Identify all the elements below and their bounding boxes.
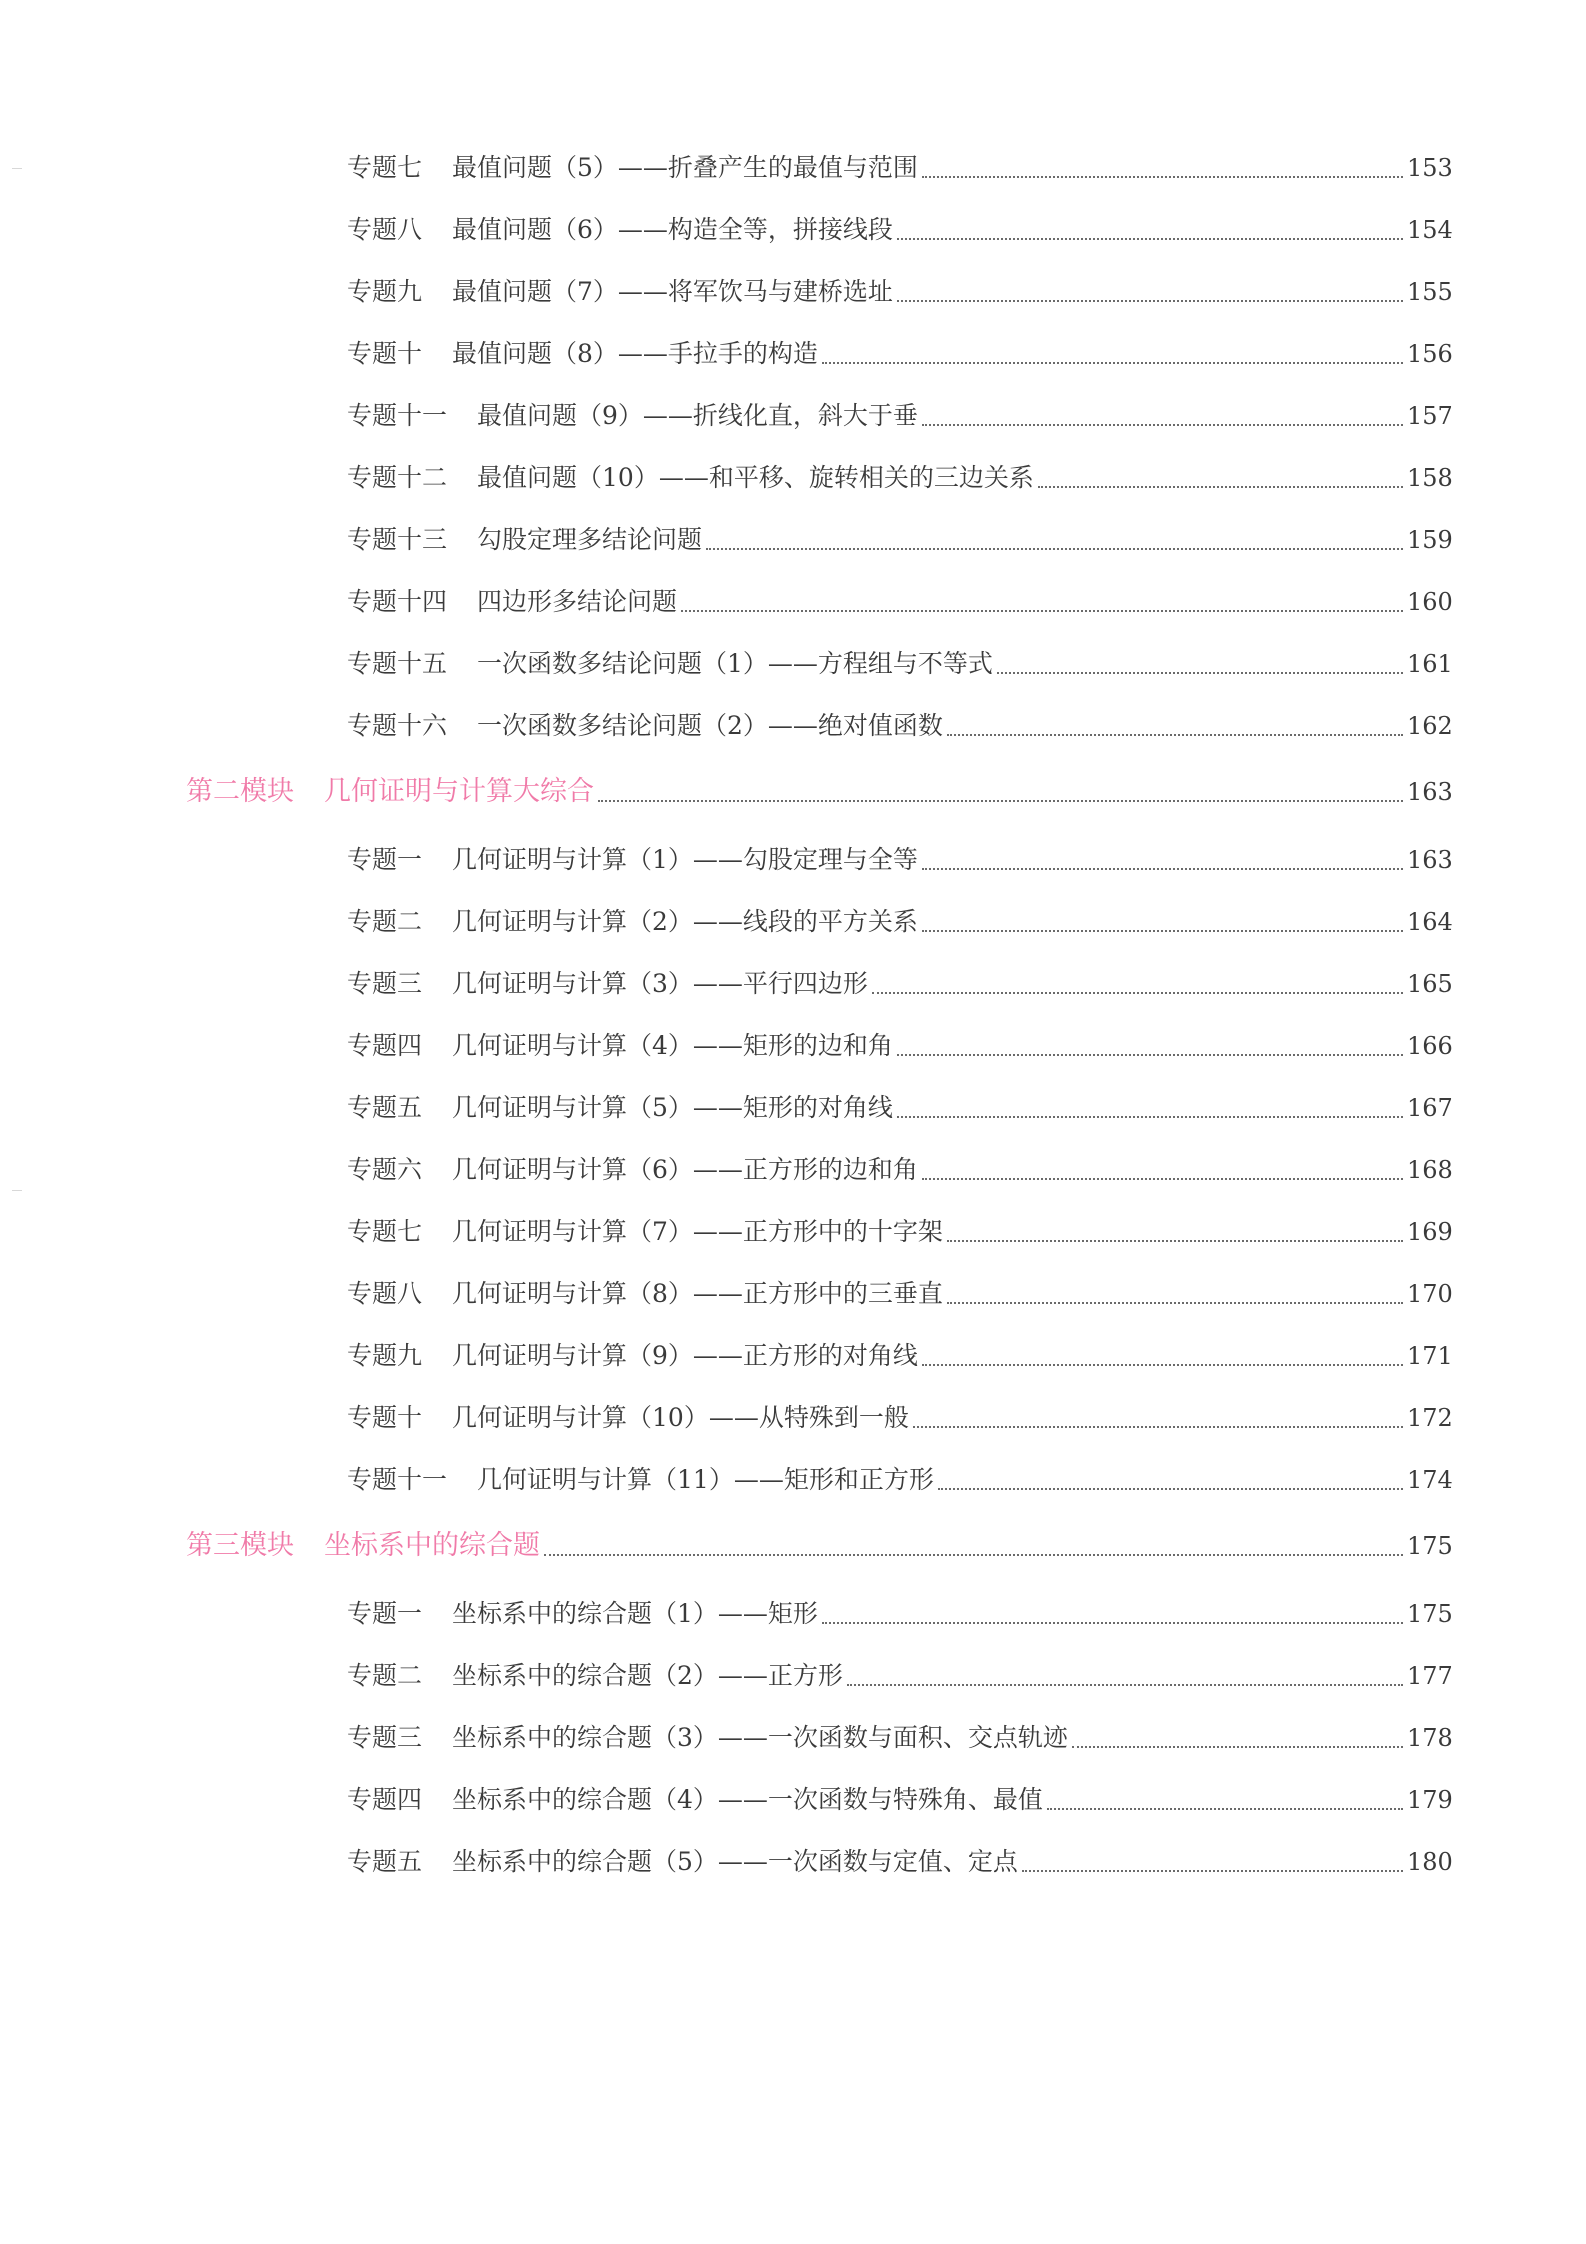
toc-entry-number: 专题四: [347, 1031, 423, 1060]
toc-entry-title: 最值问题（5）——折叠产生的最值与范围: [452, 153, 918, 182]
toc-entry-number: 专题二: [347, 1661, 423, 1690]
toc-entry-title: 几何证明与计算（4）——矩形的边和角: [452, 1031, 893, 1060]
toc-page-number: 168: [1407, 1156, 1453, 1184]
toc-entry-label: [347, 1460, 934, 1500]
toc-entry-label: [186, 772, 594, 812]
dot-leader: [822, 1622, 1403, 1624]
toc-entry-number: 专题三: [347, 1723, 423, 1752]
toc-entry-row[interactable]: [347, 520, 1451, 560]
toc-page-number: 157: [1407, 402, 1453, 430]
toc-entry-title: 坐标系中的综合题: [324, 1530, 540, 1561]
toc-entry-row[interactable]: [347, 840, 1451, 880]
toc-page-number: 166: [1407, 1032, 1453, 1060]
toc-page-number: 160: [1407, 588, 1453, 616]
toc-entry-label: [347, 1336, 918, 1376]
dot-leader: [922, 868, 1403, 870]
toc-entry-row[interactable]: [347, 706, 1451, 746]
toc-entry-number: 专题七: [347, 153, 423, 182]
margin-tick: [12, 1190, 22, 1191]
dot-leader: [598, 800, 1403, 802]
toc-entry-title: 几何证明与计算（9）——正方形的对角线: [452, 1341, 918, 1370]
toc-entry-label: [347, 396, 918, 436]
toc-entry-title: 坐标系中的综合题（4）——一次函数与特殊角、最值: [452, 1785, 1043, 1814]
toc-entry-row[interactable]: [347, 458, 1451, 498]
toc-entry-label: [347, 1212, 943, 1252]
toc-entry-row[interactable]: [347, 1150, 1451, 1190]
toc-entry-label: [347, 1780, 1043, 1820]
toc-entry-row[interactable]: [347, 148, 1451, 188]
toc-entry-number: 专题十六: [347, 711, 448, 740]
toc-entry-row[interactable]: [347, 1398, 1451, 1438]
dot-leader: [913, 1426, 1403, 1428]
dot-leader: [1038, 486, 1403, 488]
toc-entry-title: 最值问题（7）——将军饮马与建桥选址: [452, 277, 893, 306]
dot-leader: [922, 930, 1403, 932]
toc-entry-title: 几何证明与计算（3）——平行四边形: [452, 969, 868, 998]
toc-entry-number: 专题五: [347, 1847, 423, 1876]
toc-entry-label: [347, 840, 918, 880]
dot-leader: [897, 1116, 1403, 1118]
dot-leader: [947, 1302, 1403, 1304]
toc-entry-label: [347, 1026, 893, 1066]
toc-page-number: 156: [1407, 340, 1453, 368]
toc-entry-row[interactable]: [347, 964, 1451, 1004]
toc-entry-title: 最值问题（9）——折线化直，斜大于垂: [477, 401, 918, 430]
toc-entry-row[interactable]: [347, 1212, 1451, 1252]
toc-page-number: 170: [1407, 1280, 1453, 1308]
toc-entry-number: 专题十一: [347, 1465, 448, 1494]
toc-page-number: 177: [1407, 1662, 1453, 1690]
toc-page-number: 175: [1407, 1600, 1453, 1628]
toc-entry-title: 最值问题（10）——和平移、旋转相关的三边关系: [477, 463, 1034, 492]
toc-page-number: 165: [1407, 970, 1453, 998]
toc-entry-label: [347, 1594, 818, 1634]
toc-entry-row[interactable]: [347, 334, 1451, 374]
toc-entry-number: 专题十: [347, 1403, 423, 1432]
toc-entry-label: [347, 1274, 943, 1314]
toc-entry-number: 专题八: [347, 215, 423, 244]
dot-leader: [922, 1178, 1403, 1180]
toc-entry-number: 专题一: [347, 1599, 423, 1628]
toc-entry-title: 最值问题（6）——构造全等，拼接线段: [452, 215, 893, 244]
toc-page-number: 155: [1407, 278, 1453, 306]
toc-entry-label: [347, 334, 818, 374]
toc-entry-label: [347, 272, 893, 312]
toc-entry-number: 专题十三: [347, 525, 448, 554]
toc-entry-number: 专题三: [347, 969, 423, 998]
toc-entry-label: [347, 1150, 918, 1190]
toc-entry-number: 第三模块: [186, 1530, 294, 1561]
toc-entry-row[interactable]: [347, 1088, 1451, 1128]
toc-entry-row[interactable]: [347, 1780, 1451, 1820]
dot-leader: [544, 1554, 1403, 1556]
toc-entry-number: 专题一: [347, 845, 423, 874]
dot-leader: [997, 672, 1403, 674]
toc-page-number: 169: [1407, 1218, 1453, 1246]
toc-entry-number: 专题九: [347, 277, 423, 306]
toc-entry-number: 专题十: [347, 339, 423, 368]
toc-entry-label: [347, 644, 993, 684]
dot-leader: [897, 1054, 1403, 1056]
toc-entry-title: 几何证明与计算（8）——正方形中的三垂直: [452, 1279, 943, 1308]
toc-page-number: 174: [1407, 1466, 1453, 1494]
toc-entry-label: [347, 706, 943, 746]
toc-entry-row[interactable]: [347, 1718, 1451, 1758]
toc-entry-row[interactable]: [347, 272, 1451, 312]
dot-leader: [1047, 1808, 1403, 1810]
toc-entry-row[interactable]: [347, 1656, 1451, 1696]
toc-entry-label: [347, 520, 702, 560]
dot-leader: [706, 548, 1403, 550]
toc-entry-row[interactable]: [347, 1026, 1451, 1066]
toc-entry-label: [347, 148, 918, 188]
toc-page-number: 158: [1407, 464, 1453, 492]
toc-entry-title: 几何证明与计算（7）——正方形中的十字架: [452, 1217, 943, 1246]
toc-page-number: 180: [1407, 1848, 1453, 1876]
toc-entry-row[interactable]: [347, 1274, 1451, 1314]
toc-entry-label: [347, 1718, 1068, 1758]
toc-entry-title: 几何证明与计算（2）——线段的平方关系: [452, 907, 918, 936]
margin-tick: [12, 168, 22, 169]
toc-page-number: 159: [1407, 526, 1453, 554]
toc-entry-label: [347, 902, 918, 942]
toc-entry-label: [347, 1088, 893, 1128]
dot-leader: [681, 610, 1403, 612]
toc-entry-number: 专题十四: [347, 587, 448, 616]
toc-entry-number: 专题十五: [347, 649, 448, 678]
toc-entry-title: 几何证明与计算（6）——正方形的边和角: [452, 1155, 918, 1184]
dot-leader: [872, 992, 1403, 994]
toc-page-number: 164: [1407, 908, 1453, 936]
toc-entry-row[interactable]: [347, 902, 1451, 942]
toc-page-number: 179: [1407, 1786, 1453, 1814]
toc-module-row[interactable]: [186, 1526, 1451, 1566]
toc-entry-row[interactable]: [347, 582, 1451, 622]
toc-page-number: 163: [1407, 846, 1453, 874]
toc-page-number: 167: [1407, 1094, 1453, 1122]
toc-entry-number: 专题六: [347, 1155, 423, 1184]
dot-leader: [938, 1488, 1403, 1490]
toc-page-number: 162: [1407, 712, 1453, 740]
toc-entry-title: 几何证明与计算（10）——从特殊到一般: [452, 1403, 909, 1432]
toc-entry-number: 第二模块: [186, 776, 294, 807]
dot-leader: [1022, 1870, 1403, 1872]
toc-entry-title: 坐标系中的综合题（3）——一次函数与面积、交点轨迹: [452, 1723, 1068, 1752]
toc-entry-row[interactable]: [347, 210, 1451, 250]
toc-entry-title: 一次函数多结论问题（2）——绝对值函数: [477, 711, 943, 740]
toc-entry-label: [347, 964, 868, 1004]
toc-entry-row[interactable]: [347, 396, 1451, 436]
dot-leader: [922, 176, 1403, 178]
toc-entry-row[interactable]: [347, 1336, 1451, 1376]
toc-entry-number: 专题七: [347, 1217, 423, 1246]
toc-entry-number: 专题八: [347, 1279, 423, 1308]
toc-entry-row[interactable]: [347, 1594, 1451, 1634]
dot-leader: [922, 424, 1403, 426]
toc-page-number: 172: [1407, 1404, 1453, 1432]
toc-entry-number: 专题二: [347, 907, 423, 936]
toc-entry-title: 几何证明与计算大综合: [324, 776, 594, 807]
toc-page-number: 154: [1407, 216, 1453, 244]
dot-leader: [947, 734, 1403, 736]
toc-entry-number: 专题五: [347, 1093, 423, 1122]
toc-entry-label: [347, 458, 1034, 498]
toc-entry-row[interactable]: [347, 1460, 1451, 1500]
toc-entry-title: 几何证明与计算（11）——矩形和正方形: [477, 1465, 934, 1494]
toc-entry-title: 一次函数多结论问题（1）——方程组与不等式: [477, 649, 993, 678]
toc-entry-row[interactable]: [347, 1842, 1451, 1882]
toc-entry-label: [347, 1842, 1018, 1882]
toc-entry-title: 坐标系中的综合题（5）——一次函数与定值、定点: [452, 1847, 1018, 1876]
dot-leader: [1072, 1746, 1403, 1748]
toc-page-number: 178: [1407, 1724, 1453, 1752]
dot-leader: [947, 1240, 1403, 1242]
dot-leader: [897, 238, 1403, 240]
dot-leader: [897, 300, 1403, 302]
toc-entry-title: 坐标系中的综合题（2）——正方形: [452, 1661, 843, 1690]
toc-page-number: 171: [1407, 1342, 1453, 1370]
toc-entry-title: 坐标系中的综合题（1）——矩形: [452, 1599, 818, 1628]
toc-entry-title: 几何证明与计算（1）——勾股定理与全等: [452, 845, 918, 874]
toc-entry-number: 专题四: [347, 1785, 423, 1814]
toc-entry-title: 四边形多结论问题: [477, 587, 678, 616]
toc-page-number: 161: [1407, 650, 1453, 678]
toc-entry-title: 几何证明与计算（5）——矩形的对角线: [452, 1093, 893, 1122]
toc-entry-title: 最值问题（8）——手拉手的构造: [452, 339, 818, 368]
toc-page-number: 175: [1407, 1532, 1453, 1560]
toc-entry-title: 勾股定理多结论问题: [477, 525, 703, 554]
toc-entry-number: 专题十二: [347, 463, 448, 492]
toc-entry-row[interactable]: [347, 644, 1451, 684]
toc-entry-label: [186, 1526, 540, 1566]
toc-entry-number: 专题十一: [347, 401, 448, 430]
toc-entry-number: 专题九: [347, 1341, 423, 1370]
toc-entry-label: [347, 210, 893, 250]
toc-page-number: 153: [1407, 154, 1453, 182]
toc-entry-label: [347, 582, 677, 622]
toc-page-number: 163: [1407, 778, 1453, 806]
toc-entry-label: [347, 1398, 909, 1438]
dot-leader: [922, 1364, 1403, 1366]
dot-leader: [822, 362, 1403, 364]
dot-leader: [847, 1684, 1403, 1686]
toc-module-row[interactable]: [186, 772, 1451, 812]
toc-entry-label: [347, 1656, 843, 1696]
